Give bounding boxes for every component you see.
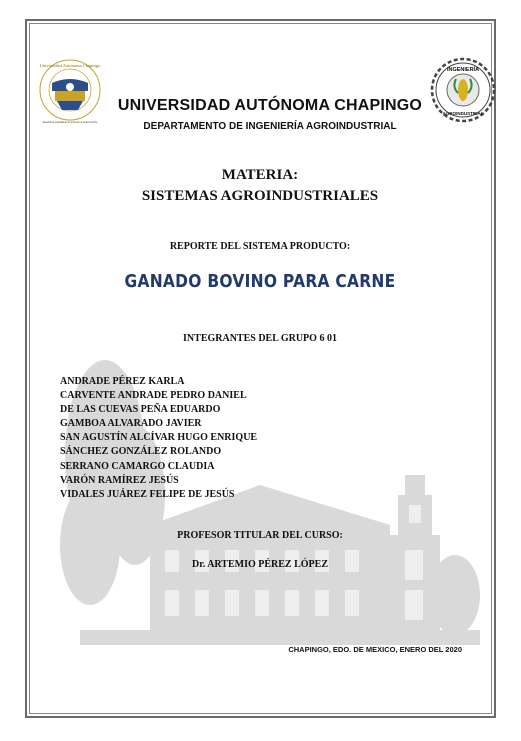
seal-motto: Enseñar la explotación de la tierra no la del hombre xyxy=(42,121,98,124)
product-title: GANADO BOVINO PARA CARNE xyxy=(124,271,396,292)
list-item: SERRANO CAMARGO CLAUDIA xyxy=(60,460,215,472)
group-label: INTEGRANTES DEL GRUPO 6 01 xyxy=(183,333,337,344)
list-item: VIDALES JUÁREZ FELIPE DE JESÚS xyxy=(60,488,235,500)
department-name: DEPARTAMENTO DE INGENIERÍA AGROINDUSTRIAL xyxy=(143,121,397,132)
member-list xyxy=(60,375,360,502)
list-item: DE LAS CUEVAS PEÑA EDUARDO xyxy=(60,404,221,416)
seal-ring-text: Universidad Autónoma Chapingo xyxy=(39,63,101,68)
university-seal-icon xyxy=(35,57,105,129)
list-item: CARVENTE ANDRADE PEDRO DANIEL xyxy=(60,390,247,402)
university-name: UNIVERSIDAD AUTÓNOMA CHAPINGO xyxy=(117,97,423,114)
subject-name: SISTEMAS AGROINDUSTRIALES xyxy=(141,188,379,204)
agroindustrial-gear-icon xyxy=(430,57,496,123)
gear-ring-top: INGENIERÍA xyxy=(446,67,480,73)
place-date: CHAPINGO, EDO. DE MEXICO, ENERO DEL 2020 xyxy=(288,645,462,654)
list-item: GAMBOA ALVARADO JAVIER xyxy=(60,418,202,430)
subject-label: MATERIA: xyxy=(221,167,299,183)
professor-name: Dr. ARTEMIO PÉREZ LÓPEZ xyxy=(192,559,328,570)
professor-label: PROFESOR TITULAR DEL CURSO: xyxy=(177,530,343,541)
gear-ring-bottom: AGROINDUSTRIAL xyxy=(442,111,484,116)
report-label: REPORTE DEL SISTEMA PRODUCTO: xyxy=(169,241,351,252)
subject-block xyxy=(60,165,460,207)
list-item: VARÓN RAMÍREZ JESÚS xyxy=(60,474,179,486)
list-item: ANDRADE PÉREZ KARLA xyxy=(60,376,185,387)
list-item: SAN AGUSTÍN ALCÍVAR HUGO ENRIQUE xyxy=(60,432,258,444)
list-item: SÁNCHEZ GONZÁLEZ ROLANDO xyxy=(60,446,222,458)
